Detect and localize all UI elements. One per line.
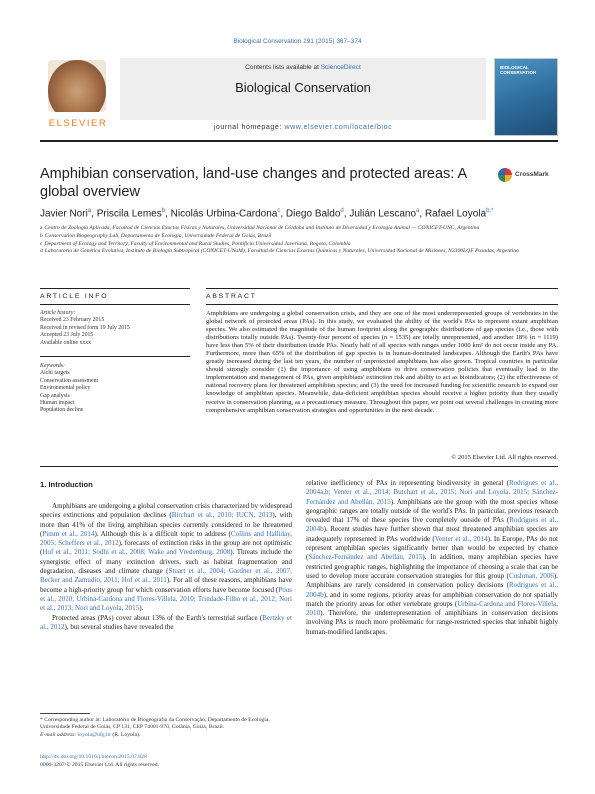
author-affiliation-link[interactable]: b bbox=[161, 208, 166, 214]
footnote-marker: * bbox=[40, 717, 43, 723]
history-label: Article history: bbox=[40, 310, 76, 316]
history-item: Accepted 23 July 2015 bbox=[40, 332, 94, 339]
elsevier-wordmark: ELSEVIER bbox=[48, 118, 108, 129]
citation-link[interactable]: Cushman, 2006 bbox=[508, 571, 554, 580]
body-text: ). For all of these reasons, amphibians have become a high-priority group for which conservation efforts have become focused ( bbox=[40, 576, 292, 594]
abstract-top-rule bbox=[206, 288, 558, 289]
author-affiliation-link[interactable]: d bbox=[340, 208, 344, 214]
elsevier-logo[interactable] bbox=[40, 58, 116, 134]
keyword-item: Population decline bbox=[40, 407, 84, 414]
body-text: ), forecasts of extinction risks in the group are not optimistic ( bbox=[40, 539, 292, 557]
citation-link[interactable]: Venter et al., 2014 bbox=[434, 534, 488, 543]
citation-link[interactable]: Rodrigues et al., 2004b bbox=[306, 516, 558, 534]
affiliation-letter: d bbox=[40, 248, 43, 255]
author-list bbox=[40, 208, 560, 219]
author-name: Julián Lescano bbox=[349, 208, 417, 220]
affiliation-text: Laboratorio de Genética Evolutiva, Instituto de Biología Subtropical (CONICET-UNaM), Facultad de Ciencias Exactas Químicas y Naturales, Universidad Nacional de Misiones, N3300LQF Posadas, Argentina bbox=[44, 248, 519, 255]
citation-link[interactable]: Collins and Halliday, 2005; Scheffers et al., 2012 bbox=[40, 529, 292, 548]
keywords-rule bbox=[40, 356, 190, 357]
body-paragraph bbox=[40, 502, 292, 614]
author-name: Nicolás Urbina-Cardona bbox=[170, 208, 278, 220]
abstract-heading: ABSTRACT bbox=[206, 293, 257, 300]
crossmark-badge[interactable] bbox=[498, 166, 558, 186]
author-name: Diego Baldo bbox=[285, 208, 341, 220]
keyword-item: Conservation assessment bbox=[40, 377, 99, 384]
email-label: E-mail address: bbox=[40, 731, 77, 738]
keyword-item: Environmental policy bbox=[40, 385, 91, 392]
citation-link[interactable]: Rodrigues et al., 2004b bbox=[306, 581, 558, 599]
keyword-item: Human impact bbox=[40, 400, 75, 407]
affiliation-item bbox=[40, 233, 558, 241]
article-title: Amphibian conservation, land-use changes and protected areas: A global overview bbox=[40, 166, 467, 200]
author-separator: , bbox=[343, 208, 350, 220]
body-text: ). Amphibians are the group with the most species whose geographic ranges are totally outside of the world's PAs. In particular, previous research revealed that 17% of these species live completely outside of PAs ( bbox=[306, 497, 558, 525]
citation-link[interactable]: Bertzky et al., 2012 bbox=[40, 613, 292, 631]
article-info-heading-rule bbox=[40, 304, 190, 305]
keywords-label: Keywords: bbox=[40, 363, 65, 369]
doi-link[interactable]: http://dx.doi.org/10.1016/j.biocon.2015.07.028 bbox=[40, 754, 147, 760]
body-column-left bbox=[40, 502, 292, 632]
author-affiliation-link[interactable]: a bbox=[416, 208, 420, 214]
affiliation-letter: b bbox=[40, 232, 43, 239]
abstract-heading-rule bbox=[206, 304, 558, 305]
affiliation-letter: c bbox=[40, 240, 43, 247]
author-name: Rafael Loyola bbox=[424, 208, 487, 220]
affiliation-list bbox=[40, 225, 558, 256]
journal-cover-image[interactable] bbox=[494, 58, 558, 136]
author-separator: , bbox=[419, 208, 425, 220]
footnote-rule bbox=[40, 713, 90, 714]
homepage-link[interactable]: www.elsevier.com/locate/bioc bbox=[284, 124, 393, 131]
article-info-heading: ARTICLE INFO bbox=[40, 293, 109, 300]
journal-citation[interactable]: Biological Conservation 191 (2015) 367–374 bbox=[233, 38, 362, 45]
author-name: Priscila Lemes bbox=[96, 208, 162, 220]
contents-line bbox=[120, 64, 486, 71]
email-suffix: (R. Loyola). bbox=[112, 731, 141, 738]
citation-link[interactable]: Pous et al., 2010; Urbina-Cardona and Flores-Villela, 2010; Trindade-Filho et al., 2012; Nori et al., 2013; Nori and Loyola, 2015 bbox=[40, 585, 292, 613]
author-affiliation-link[interactable]: b,* bbox=[486, 208, 494, 214]
abstract-copyright: © 2015 Elsevier Ltd. All rights reserved. bbox=[451, 454, 558, 461]
citation-link[interactable]: Pimm et al., 2014 bbox=[42, 529, 95, 538]
citation-link[interactable]: Hof et al., 2011; Sodhi et al., 2008; Wake and Vredenburg, 2008 bbox=[42, 548, 231, 557]
author-separator: , bbox=[280, 208, 286, 220]
author-separator: , bbox=[91, 208, 97, 220]
body-paragraph bbox=[40, 614, 292, 633]
homepage-prefix: journal homepage: bbox=[213, 124, 282, 131]
history-item: Received in revised form 19 July 2015 bbox=[40, 324, 130, 331]
history-item: Received 23 February 2015 bbox=[40, 317, 105, 324]
corresponding-author-footnote bbox=[40, 717, 292, 739]
citation-link[interactable]: Sánchez-Fernández and Abellán, 2015 bbox=[308, 553, 423, 562]
body-text: ). Threats include the synergistic effect of many extinction drivers, such as habitat fragmentation and degradation, diseases and climate change ( bbox=[40, 548, 292, 576]
issn-line: 0006-3207/© 2015 Elsevier Ltd. All rights reserved. bbox=[40, 762, 159, 768]
body-text: ). In Europe, PAs do not represent amphibian species significantly better than would be expected by chance ( bbox=[306, 534, 558, 562]
sciencedirect-link[interactable]: ScienceDirect bbox=[320, 64, 361, 71]
article-history bbox=[40, 310, 190, 347]
article-info-top-rule bbox=[40, 288, 190, 289]
crossmark-label: CrossMark bbox=[515, 171, 549, 178]
elsevier-tree-icon bbox=[48, 60, 106, 112]
affiliation-text: Department of Ecology and Territory, Faculty of Environmental and Rural Studies, Pontificia Universidad Javeriana, Bogota, Colombia bbox=[44, 240, 351, 247]
journal-title: Biological Conservation bbox=[235, 80, 371, 95]
citation-link[interactable]: Birchart et al., 2010; IUCN, 2013 bbox=[171, 511, 273, 520]
author-affiliation-link[interactable]: c bbox=[277, 208, 281, 214]
body-paragraph bbox=[306, 479, 558, 637]
contents-prefix: Contents lists available at bbox=[245, 64, 319, 71]
body-text: Amphibians are undergoing a global conservation crisis characterized by widespread species extinctions and population declines ( bbox=[40, 502, 292, 520]
body-text: ), with more than 41% of the living amphibian species currently considered to be threatened ( bbox=[40, 511, 292, 538]
affiliation-letter: a bbox=[40, 225, 43, 231]
journal-header bbox=[40, 58, 558, 136]
author-affiliation-link[interactable]: a bbox=[87, 208, 92, 214]
body-text: ). Although this is a difficult topic to address ( bbox=[94, 529, 231, 538]
body-text: ). In addition, many amphibian species have restricted geographic ranges, highlighting the importance of choosing a scale that can be used to develop more accurate conservation strategies for this group ( bbox=[306, 553, 558, 580]
body-text: ). Amphibians are rarely considered in conservation policy decisions ( bbox=[306, 571, 558, 590]
keywords bbox=[40, 363, 190, 415]
affiliation-item bbox=[40, 225, 558, 233]
citation-link[interactable]: Rodrigues et al., 2004a,b; Venter et al., 2014; Butchart et al., 2015; Nori and Loyola, 2015; Sánchez-Fernández and Abellán, 2015 bbox=[306, 479, 559, 506]
author-separator: , bbox=[165, 208, 171, 220]
body-text: ). bbox=[139, 604, 144, 613]
body-text: ). Therefore, the underrepresentation of amphibians in conservation decisions involving PAs is much more problematic for range-restricted species that inhabit highly human-modified landscapes. bbox=[306, 609, 558, 636]
citation-link[interactable]: Urbina-Cardona and Flores-Villela, 2010 bbox=[306, 599, 558, 618]
affiliation-text: Conservation Biogeography Lab, Departamento de Ecologia, Universidade Federal de Goiás, Brazil bbox=[44, 232, 272, 239]
body-text: ), and in some regions, priority areas for amphibian conservation do not spatially match the priority areas for other vertebrate groups ( bbox=[306, 590, 558, 608]
crossmark-icon bbox=[498, 168, 512, 182]
keyword-item: Aichi targets bbox=[40, 370, 70, 377]
journal-homepage bbox=[120, 124, 486, 131]
history-item: Available online xxxx bbox=[40, 339, 92, 346]
body-text: ), but several studies have revealed the bbox=[64, 622, 174, 631]
email-link[interactable]: loyola@ufg.br bbox=[77, 731, 111, 738]
footnote-text: Corresponding author at: Laboratório de Biogeografia da Conservação, Departamento de Ecologia, Universidade Federal de Goiás, CP 131, CEP 74001-970, Goiânia, Goiás, Brazil. bbox=[40, 717, 270, 731]
body-text: relative inefficiency of PAs in representing biodiversity in general ( bbox=[306, 479, 509, 487]
body-column-right bbox=[306, 479, 558, 637]
author-name: Javier Nori bbox=[40, 208, 88, 220]
body-text: ). Recent studies have further shown that most threatened amphibian species are inadequately represented in PAs worldwide ( bbox=[306, 525, 558, 543]
abstract-bottom-rule bbox=[40, 466, 558, 467]
cover-title: BIOLOGICAL CONSERVATION bbox=[500, 65, 537, 76]
affiliation-item bbox=[40, 248, 558, 256]
section-heading-introduction: 1. Introduction bbox=[40, 480, 93, 489]
header-divider bbox=[40, 140, 558, 142]
journal-banner bbox=[120, 58, 486, 120]
citation-link[interactable]: Stuart et al., 2004; Gardner et al., 2007; Becker and Zamudio, 2011; Hof et al., 2011 bbox=[40, 567, 293, 585]
keyword-item: Gap analysis bbox=[40, 392, 70, 399]
affiliation-text: Centro de Zoología Aplicada, Facultad de Ciencias Exactas Físicas y Naturales, Universidad Nacional de Córdoba and Instituto de Diversidad y Ecología Animal — CONICET-UNC, Argentina bbox=[44, 225, 480, 231]
body-text: Protected areas (PAs) cover about 13% of the Earth's terrestrial surface ( bbox=[52, 613, 263, 622]
abstract-text: Amphibians are undergoing a global conservation crisis, and they are one of the most underrepresented groups of vertebrates in the global network of protected areas (PAs). In this study, we evaluated the ability of the world's PAs to represent extant amphibian species. We also estimated the magnitude of the human footprint along the geographic distributions of gap species (i.e., those with distributions totally outside PAs). Twenty-four percent of species (n = 1535) are totally unrepresented, and another 18% (n = 1119) have less than 5% of their distribution inside PAs. Nearly half of all species with ranges under 1000 km² do not occur inside any PA. Furthermore, more than 65% of the distribution of gap species is in human-dominated landscapes. Although the Earth's PAs have greatly increased during the last ten years, the number of unprotected amphibians has also grown. Tropical countries in particular should strongly consider (1) the importance of using amphibians to drive conservation policies that eventually lead to the implementation and management of PAs, given amphibians' extinction risk and ability to act as bioindicators; (2) the effectiveness of national recovery plans for threatened amphibian species; and (3) the need for increased funding for scientific research to expand our knowledge of amphibian species. Meanwhile, data-deficient amphibian species should receive a higher priority than they usually receive in conservation planning, as a precautionary measure. Throughout this paper, we point out several challenges in creating more comprehensive amphibian conservation strategies and opportunities in the next decade. bbox=[206, 310, 558, 414]
